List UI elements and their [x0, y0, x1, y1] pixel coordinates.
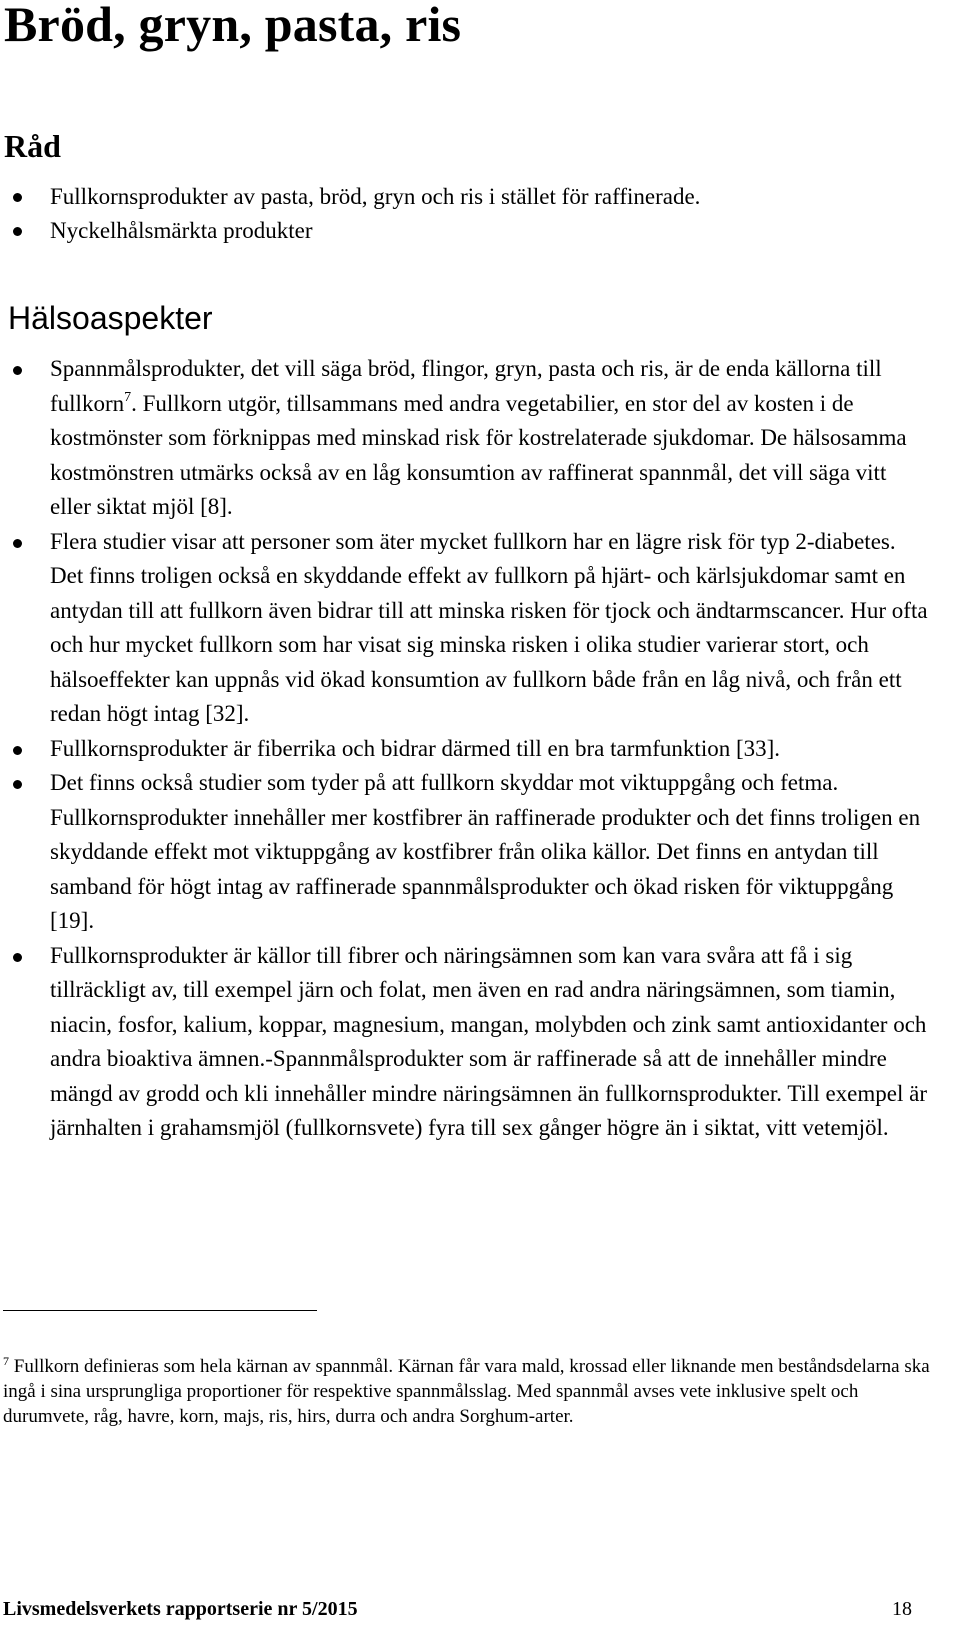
list-item-text: Fullkornsprodukter är källor till fibrer och näringsämnen som kan vara svåra att få i sig tillräckligt av, till exempel järn och folat, men även en rad andra näringsämnen, som tiamin, niacin, fosfor, kalium, koppar, magnesium, mangan, molybden och zink samt antioxidanter och andra bioaktiva ämnen.-Spannmålsprodukter som är raffinerade så att de innehåller mindre mängd av grodd och kli innehåller mindre näringsämnen än fullkornsprodukter. Till exempel är järnhalten i grahamsmjöl (fullkornsvete) fyra till sex gånger högre än i siktat, vitt vetemjöl.	[50, 942, 927, 1140]
footnote-text: Fullkorn definieras som hela kärnan av spannmål. Kärnan får vara mald, krossad eller liknande men beståndsdelarna ska ingå i sina ursprungliga proportioner för respektive spannmålsslag. Med spannmål avses vete inklusive spelt och durumvete, råg, havre, korn, majs, ris, hirs, durra och andra Sorghum-arter.	[3, 1356, 930, 1427]
bullet-icon	[13, 193, 22, 202]
footnote-number: 7	[3, 1354, 9, 1368]
list-item-text: Spannmålsprodukter, det vill säga bröd, flingor, gryn, pasta och ris, är de enda källorna till fullkorn	[50, 356, 882, 416]
page-title: Bröd, gryn, pasta, ris	[4, 0, 462, 52]
footer-series: Livsmedelsverkets rapportserie nr 5/2015	[3, 1598, 358, 1620]
list-item-text: Fullkornsprodukter av pasta, bröd, gryn och ris i stället för raffinerade.	[50, 184, 701, 209]
list-item-text: . Fullkorn utgör, tillsammans med andra vegetabilier, en stor del av kosten i de kostmönster som förknippas med minskad risk för kostrelaterade sjukdomar. De hälsosamma kostmönstren utmärks också av en låg konsumtion av raffinerat spannmål, det vill säga vitt eller siktat mjöl [8].	[50, 390, 907, 519]
section-heading-halsoaspekter: Hälsoaspekter	[8, 300, 213, 336]
list-item-text: Nyckelhålsmärkta produkter	[50, 218, 313, 243]
footnote-reference[interactable]: 7	[124, 389, 132, 405]
list-item	[0, 939, 960, 1146]
list-item	[0, 766, 960, 939]
list-item-text: Fullkornsprodukter är fiberrika och bidrar därmed till en bra tarmfunktion [33].	[50, 735, 781, 761]
bullet-icon	[13, 780, 22, 789]
bullet-icon	[13, 366, 22, 375]
list-item	[0, 352, 960, 525]
bullet-icon	[13, 539, 22, 548]
footnote-divider	[3, 1310, 317, 1311]
section-heading-rad: Råd	[4, 128, 61, 164]
halsoaspekter-list	[0, 352, 960, 1146]
list-item	[0, 525, 960, 732]
bullet-icon	[13, 953, 22, 962]
bullet-icon	[13, 746, 22, 755]
bullet-icon	[13, 227, 22, 236]
footnote	[3, 1354, 943, 1429]
list-item	[0, 214, 960, 248]
page-number: 18	[892, 1598, 912, 1620]
rad-list	[0, 180, 960, 248]
list-item-text: Flera studier visar att personer som äter mycket fullkorn har en lägre risk för typ 2-diabetes. Det finns troligen också en skyddande effekt av fullkorn på hjärt- och kärlsjukdomar samt en antydan till att fullkorn även bidrar till att minska risken för tjock och ändtarmscancer. Hur ofta och hur mycket fullkorn som har visat sig minska risken i olika studier varierar stort, och hälsoeffekter kan uppnås vid ökad konsumtion av fullkorn både från en låg nivå, och från ett redan högt intag [32].	[50, 528, 928, 726]
list-item	[0, 180, 960, 214]
list-item-text: Det finns också studier som tyder på att fullkorn skyddar mot viktuppgång och fetma. Fullkornsprodukter innehåller mer kostfibrer än raffinerade produkter och det finns troligen en skyddande effekt mot viktuppgång av kostfibrer från olika källor. Det finns en antydan till samband för högt intag av raffinerade spannmålsprodukter och ökad risken för viktuppgång [19].	[50, 770, 921, 933]
list-item	[0, 732, 960, 767]
